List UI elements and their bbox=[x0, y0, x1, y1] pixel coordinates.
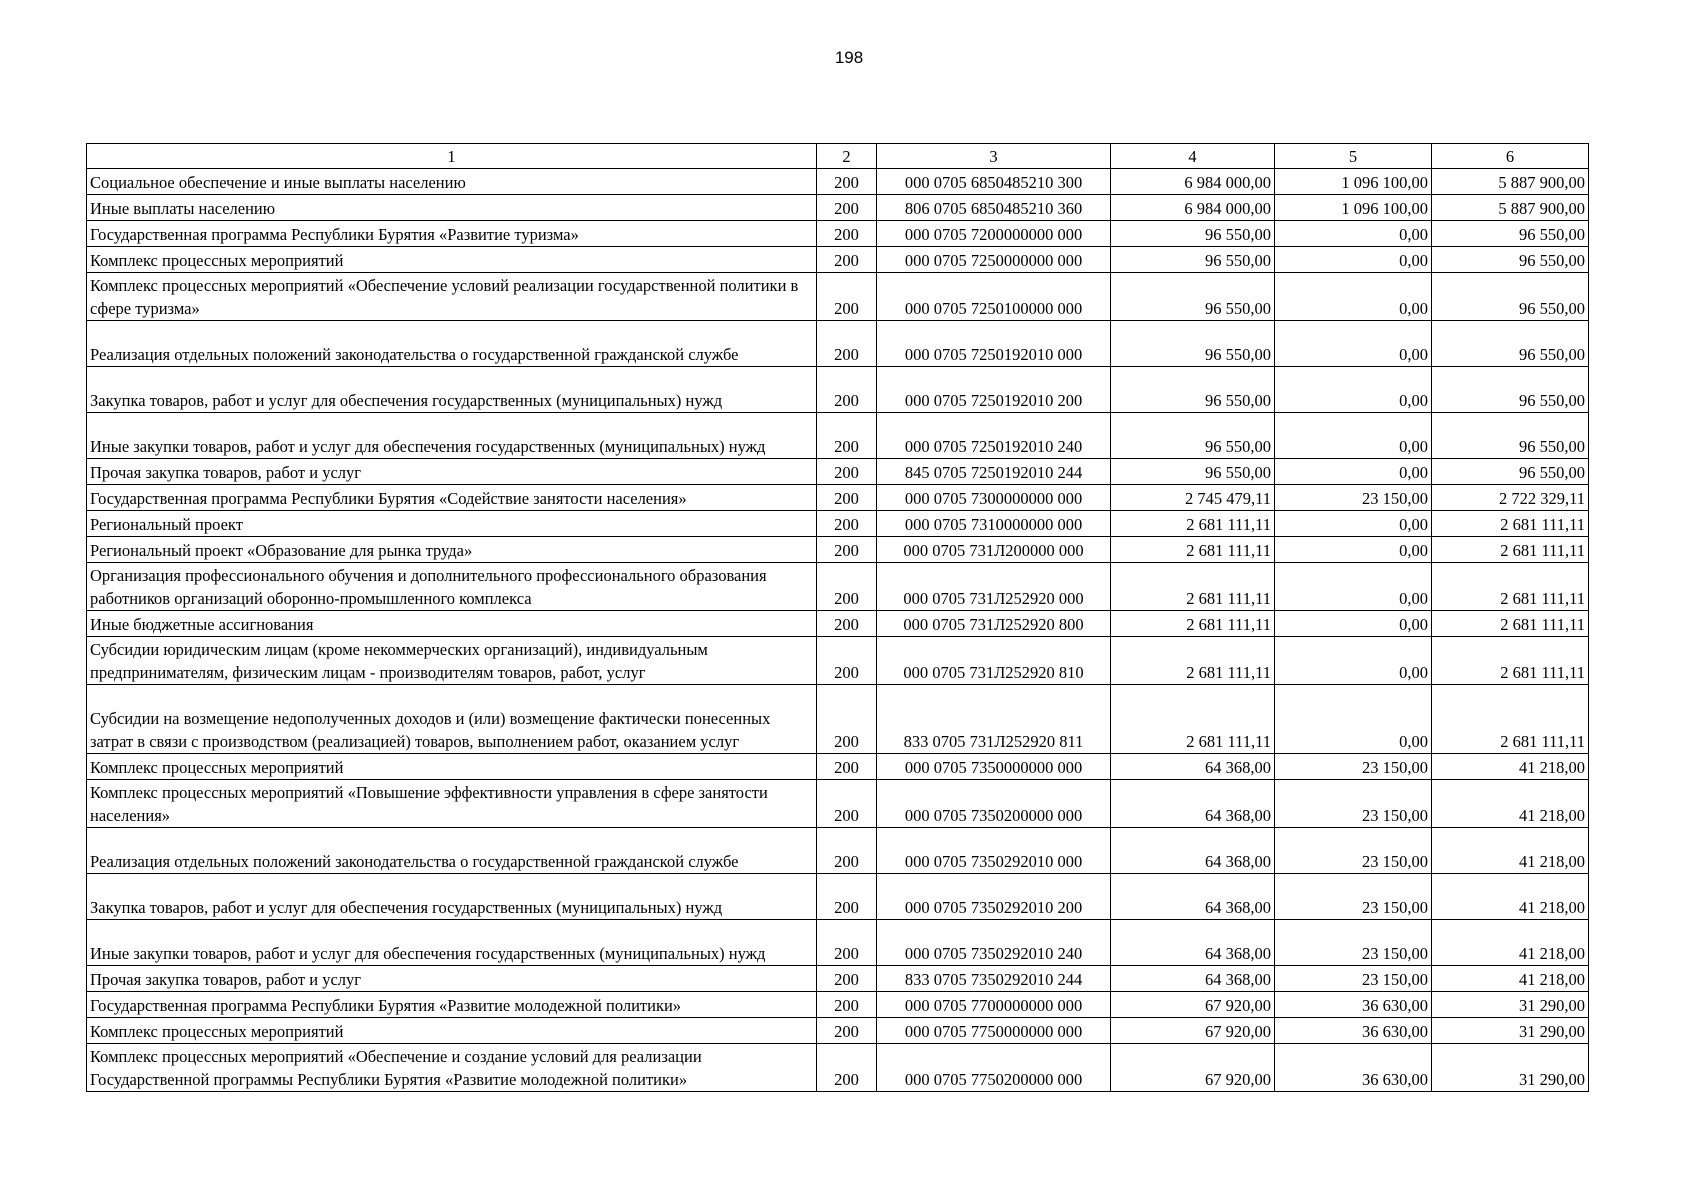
table-row bbox=[87, 321, 1589, 367]
column-header-4: 4 bbox=[1111, 144, 1275, 169]
cell-value-col5: 0,00 bbox=[1275, 321, 1432, 367]
cell-classification-code: 000 0705 7250100000 000 bbox=[877, 273, 1111, 321]
cell-value-col4: 6 984 000,00 bbox=[1111, 195, 1275, 221]
cell-recipient-code: 200 bbox=[817, 780, 877, 828]
cell-value-col6: 2 681 111,11 bbox=[1432, 563, 1589, 611]
table-row bbox=[87, 485, 1589, 511]
cell-recipient-code: 200 bbox=[817, 1018, 877, 1044]
cell-value-col6: 41 218,00 bbox=[1432, 874, 1589, 920]
cell-value-col5: 23 150,00 bbox=[1275, 485, 1432, 511]
cell-classification-code: 000 0705 7250000000 000 bbox=[877, 247, 1111, 273]
table-row bbox=[87, 780, 1589, 828]
cell-classification-code: 000 0705 731Л252920 000 bbox=[877, 563, 1111, 611]
cell-value-col6: 31 290,00 bbox=[1432, 1044, 1589, 1092]
cell-value-col4: 2 681 111,11 bbox=[1111, 637, 1275, 685]
cell-value-col6: 96 550,00 bbox=[1432, 247, 1589, 273]
cell-value-col4: 67 920,00 bbox=[1111, 992, 1275, 1018]
cell-recipient-code: 200 bbox=[817, 273, 877, 321]
table-row bbox=[87, 1018, 1589, 1044]
cell-value-col5: 23 150,00 bbox=[1275, 874, 1432, 920]
cell-classification-code: 806 0705 6850485210 360 bbox=[877, 195, 1111, 221]
cell-value-col6: 96 550,00 bbox=[1432, 413, 1589, 459]
table-row bbox=[87, 195, 1589, 221]
column-header-6: 6 bbox=[1432, 144, 1589, 169]
cell-value-col5: 0,00 bbox=[1275, 413, 1432, 459]
cell-recipient-code: 200 bbox=[817, 221, 877, 247]
cell-recipient-code: 200 bbox=[817, 637, 877, 685]
cell-value-col5: 1 096 100,00 bbox=[1275, 195, 1432, 221]
cell-recipient-code: 200 bbox=[817, 685, 877, 754]
cell-recipient-code: 200 bbox=[817, 169, 877, 195]
cell-value-col5: 23 150,00 bbox=[1275, 780, 1432, 828]
cell-classification-code: 000 0705 6850485210 300 bbox=[877, 169, 1111, 195]
cell-value-col4: 2 681 111,11 bbox=[1111, 685, 1275, 754]
table-row bbox=[87, 367, 1589, 413]
cell-value-col5: 0,00 bbox=[1275, 273, 1432, 321]
table-row bbox=[87, 754, 1589, 780]
cell-value-col6: 41 218,00 bbox=[1432, 754, 1589, 780]
cell-name: Иные выплаты населению bbox=[87, 195, 817, 221]
cell-value-col6: 96 550,00 bbox=[1432, 221, 1589, 247]
cell-name: Реализация отдельных положений законодательства о государственной гражданской службе bbox=[87, 828, 817, 874]
cell-value-col6: 2 722 329,11 bbox=[1432, 485, 1589, 511]
cell-value-col5: 36 630,00 bbox=[1275, 1018, 1432, 1044]
cell-name: Комплекс процессных мероприятий bbox=[87, 1018, 817, 1044]
table-row bbox=[87, 637, 1589, 685]
header-row bbox=[87, 144, 1589, 169]
page-number: 198 bbox=[834, 48, 864, 67]
column-header-3: 3 bbox=[877, 144, 1111, 169]
budget-table bbox=[86, 143, 1589, 1092]
cell-classification-code: 000 0705 731Л252920 800 bbox=[877, 611, 1111, 637]
cell-value-col6: 41 218,00 bbox=[1432, 828, 1589, 874]
cell-recipient-code: 200 bbox=[817, 367, 877, 413]
cell-value-col5: 1 096 100,00 bbox=[1275, 169, 1432, 195]
cell-recipient-code: 200 bbox=[817, 459, 877, 485]
cell-value-col5: 0,00 bbox=[1275, 611, 1432, 637]
cell-value-col5: 36 630,00 bbox=[1275, 1044, 1432, 1092]
cell-value-col5: 0,00 bbox=[1275, 221, 1432, 247]
cell-recipient-code: 200 bbox=[817, 247, 877, 273]
cell-value-col6: 96 550,00 bbox=[1432, 321, 1589, 367]
cell-classification-code: 000 0705 7250192010 240 bbox=[877, 413, 1111, 459]
table-row bbox=[87, 459, 1589, 485]
cell-name: Государственная программа Республики Бурятия «Содействие занятости населения» bbox=[87, 485, 817, 511]
cell-value-col5: 0,00 bbox=[1275, 511, 1432, 537]
cell-value-col4: 64 368,00 bbox=[1111, 828, 1275, 874]
cell-value-col6: 96 550,00 bbox=[1432, 459, 1589, 485]
cell-value-col4: 64 368,00 bbox=[1111, 874, 1275, 920]
cell-recipient-code: 200 bbox=[817, 920, 877, 966]
cell-value-col6: 31 290,00 bbox=[1432, 992, 1589, 1018]
table-row bbox=[87, 169, 1589, 195]
cell-value-col4: 64 368,00 bbox=[1111, 780, 1275, 828]
table-row bbox=[87, 874, 1589, 920]
cell-value-col4: 64 368,00 bbox=[1111, 966, 1275, 992]
cell-recipient-code: 200 bbox=[817, 992, 877, 1018]
cell-value-col5: 23 150,00 bbox=[1275, 754, 1432, 780]
cell-value-col6: 2 681 111,11 bbox=[1432, 611, 1589, 637]
table-row bbox=[87, 920, 1589, 966]
cell-name: Комплекс процессных мероприятий «Обеспечение и создание условий для реализации Государственной программы Республики Бурятия «Развитие молодежной политики» bbox=[87, 1044, 817, 1092]
table-body bbox=[87, 169, 1589, 1092]
cell-value-col4: 96 550,00 bbox=[1111, 367, 1275, 413]
cell-value-col5: 0,00 bbox=[1275, 459, 1432, 485]
cell-recipient-code: 200 bbox=[817, 754, 877, 780]
cell-recipient-code: 200 bbox=[817, 966, 877, 992]
cell-classification-code: 000 0705 7310000000 000 bbox=[877, 511, 1111, 537]
table-row bbox=[87, 611, 1589, 637]
cell-value-col5: 0,00 bbox=[1275, 247, 1432, 273]
cell-name: Социальное обеспечение и иные выплаты населению bbox=[87, 169, 817, 195]
cell-name: Организация профессионального обучения и дополнительного профессионального образования работников организаций оборонно-промышленного комплекса bbox=[87, 563, 817, 611]
cell-value-col4: 96 550,00 bbox=[1111, 413, 1275, 459]
column-header-1: 1 bbox=[87, 144, 817, 169]
cell-classification-code: 000 0705 7750000000 000 bbox=[877, 1018, 1111, 1044]
cell-classification-code: 833 0705 731Л252920 811 bbox=[877, 685, 1111, 754]
cell-name: Комплекс процессных мероприятий bbox=[87, 247, 817, 273]
cell-value-col6: 41 218,00 bbox=[1432, 780, 1589, 828]
cell-value-col5: 0,00 bbox=[1275, 563, 1432, 611]
column-header-5: 5 bbox=[1275, 144, 1432, 169]
cell-value-col6: 2 681 111,11 bbox=[1432, 637, 1589, 685]
cell-recipient-code: 200 bbox=[817, 874, 877, 920]
cell-value-col4: 67 920,00 bbox=[1111, 1044, 1275, 1092]
cell-value-col6: 41 218,00 bbox=[1432, 966, 1589, 992]
cell-name: Закупка товаров, работ и услуг для обеспечения государственных (муниципальных) нужд bbox=[87, 874, 817, 920]
cell-recipient-code: 200 bbox=[817, 828, 877, 874]
cell-classification-code: 000 0705 7350200000 000 bbox=[877, 780, 1111, 828]
cell-name: Государственная программа Республики Бурятия «Развитие молодежной политики» bbox=[87, 992, 817, 1018]
cell-value-col4: 96 550,00 bbox=[1111, 321, 1275, 367]
table-row bbox=[87, 966, 1589, 992]
cell-classification-code: 000 0705 7350292010 000 bbox=[877, 828, 1111, 874]
cell-classification-code: 000 0705 7350292010 200 bbox=[877, 874, 1111, 920]
cell-classification-code: 000 0705 731Л252920 810 bbox=[877, 637, 1111, 685]
cell-value-col4: 2 681 111,11 bbox=[1111, 511, 1275, 537]
cell-value-col5: 23 150,00 bbox=[1275, 920, 1432, 966]
cell-name: Государственная программа Республики Бурятия «Развитие туризма» bbox=[87, 221, 817, 247]
cell-value-col6: 5 887 900,00 bbox=[1432, 195, 1589, 221]
cell-value-col6: 2 681 111,11 bbox=[1432, 511, 1589, 537]
column-header-2: 2 bbox=[817, 144, 877, 169]
cell-value-col5: 0,00 bbox=[1275, 637, 1432, 685]
cell-value-col6: 96 550,00 bbox=[1432, 367, 1589, 413]
cell-recipient-code: 200 bbox=[817, 563, 877, 611]
cell-value-col5: 0,00 bbox=[1275, 685, 1432, 754]
cell-name: Региональный проект «Образование для рынка труда» bbox=[87, 537, 817, 563]
cell-value-col4: 96 550,00 bbox=[1111, 247, 1275, 273]
cell-classification-code: 000 0705 7250192010 000 bbox=[877, 321, 1111, 367]
cell-classification-code: 000 0705 7200000000 000 bbox=[877, 221, 1111, 247]
cell-name: Закупка товаров, работ и услуг для обеспечения государственных (муниципальных) нужд bbox=[87, 367, 817, 413]
cell-name: Региональный проект bbox=[87, 511, 817, 537]
cell-value-col6: 2 681 111,11 bbox=[1432, 685, 1589, 754]
cell-value-col5: 36 630,00 bbox=[1275, 992, 1432, 1018]
cell-value-col4: 2 681 111,11 bbox=[1111, 563, 1275, 611]
cell-name: Иные закупки товаров, работ и услуг для обеспечения государственных (муниципальных) нужд bbox=[87, 413, 817, 459]
cell-value-col4: 6 984 000,00 bbox=[1111, 169, 1275, 195]
cell-recipient-code: 200 bbox=[817, 195, 877, 221]
cell-name: Иные закупки товаров, работ и услуг для обеспечения государственных (муниципальных) нужд bbox=[87, 920, 817, 966]
table-row bbox=[87, 563, 1589, 611]
cell-value-col4: 96 550,00 bbox=[1111, 273, 1275, 321]
cell-classification-code: 000 0705 731Л200000 000 bbox=[877, 537, 1111, 563]
cell-value-col6: 31 290,00 bbox=[1432, 1018, 1589, 1044]
cell-value-col4: 64 368,00 bbox=[1111, 920, 1275, 966]
cell-name: Субсидии юридическим лицам (кроме некоммерческих организаций), индивидуальным предпринимателям, физическим лицам - производителям товаров, работ, услуг bbox=[87, 637, 817, 685]
table-row bbox=[87, 247, 1589, 273]
table-row bbox=[87, 413, 1589, 459]
cell-name: Иные бюджетные ассигнования bbox=[87, 611, 817, 637]
cell-value-col4: 2 681 111,11 bbox=[1111, 611, 1275, 637]
table-row bbox=[87, 828, 1589, 874]
cell-classification-code: 000 0705 7350292010 240 bbox=[877, 920, 1111, 966]
cell-recipient-code: 200 bbox=[817, 321, 877, 367]
cell-recipient-code: 200 bbox=[817, 1044, 877, 1092]
table-row bbox=[87, 537, 1589, 563]
cell-value-col5: 23 150,00 bbox=[1275, 828, 1432, 874]
table-row bbox=[87, 685, 1589, 754]
table-row bbox=[87, 273, 1589, 321]
cell-value-col6: 41 218,00 bbox=[1432, 920, 1589, 966]
cell-value-col4: 64 368,00 bbox=[1111, 754, 1275, 780]
cell-name: Прочая закупка товаров, работ и услуг bbox=[87, 459, 817, 485]
table-header bbox=[87, 144, 1589, 169]
cell-value-col6: 5 887 900,00 bbox=[1432, 169, 1589, 195]
cell-recipient-code: 200 bbox=[817, 413, 877, 459]
cell-recipient-code: 200 bbox=[817, 485, 877, 511]
cell-value-col6: 96 550,00 bbox=[1432, 273, 1589, 321]
cell-value-col4: 2 681 111,11 bbox=[1111, 537, 1275, 563]
cell-value-col5: 23 150,00 bbox=[1275, 966, 1432, 992]
cell-value-col5: 0,00 bbox=[1275, 537, 1432, 563]
cell-value-col4: 96 550,00 bbox=[1111, 221, 1275, 247]
cell-value-col4: 67 920,00 bbox=[1111, 1018, 1275, 1044]
cell-value-col6: 2 681 111,11 bbox=[1432, 537, 1589, 563]
cell-name: Прочая закупка товаров, работ и услуг bbox=[87, 966, 817, 992]
cell-name: Комплекс процессных мероприятий «Повышение эффективности управления в сфере занятости населения» bbox=[87, 780, 817, 828]
cell-name: Субсидии на возмещение недополученных доходов и (или) возмещение фактически понесенных затрат в связи с производством (реализацией) товаров, выполнением работ, оказанием услуг bbox=[87, 685, 817, 754]
cell-recipient-code: 200 bbox=[817, 511, 877, 537]
cell-recipient-code: 200 bbox=[817, 611, 877, 637]
cell-classification-code: 000 0705 7300000000 000 bbox=[877, 485, 1111, 511]
cell-name: Комплекс процессных мероприятий bbox=[87, 754, 817, 780]
table-row bbox=[87, 511, 1589, 537]
cell-name: Комплекс процессных мероприятий «Обеспечение условий реализации государственной политики в сфере туризма» bbox=[87, 273, 817, 321]
cell-name: Реализация отдельных положений законодательства о государственной гражданской службе bbox=[87, 321, 817, 367]
table-row bbox=[87, 1044, 1589, 1092]
table-row bbox=[87, 221, 1589, 247]
cell-value-col4: 96 550,00 bbox=[1111, 459, 1275, 485]
cell-classification-code: 000 0705 7250192010 200 bbox=[877, 367, 1111, 413]
cell-classification-code: 000 0705 7350000000 000 bbox=[877, 754, 1111, 780]
cell-classification-code: 845 0705 7250192010 244 bbox=[877, 459, 1111, 485]
cell-recipient-code: 200 bbox=[817, 537, 877, 563]
cell-value-col5: 0,00 bbox=[1275, 367, 1432, 413]
table-row bbox=[87, 992, 1589, 1018]
cell-value-col4: 2 745 479,11 bbox=[1111, 485, 1275, 511]
cell-classification-code: 833 0705 7350292010 244 bbox=[877, 966, 1111, 992]
cell-classification-code: 000 0705 7700000000 000 bbox=[877, 992, 1111, 1018]
cell-classification-code: 000 0705 7750200000 000 bbox=[877, 1044, 1111, 1092]
